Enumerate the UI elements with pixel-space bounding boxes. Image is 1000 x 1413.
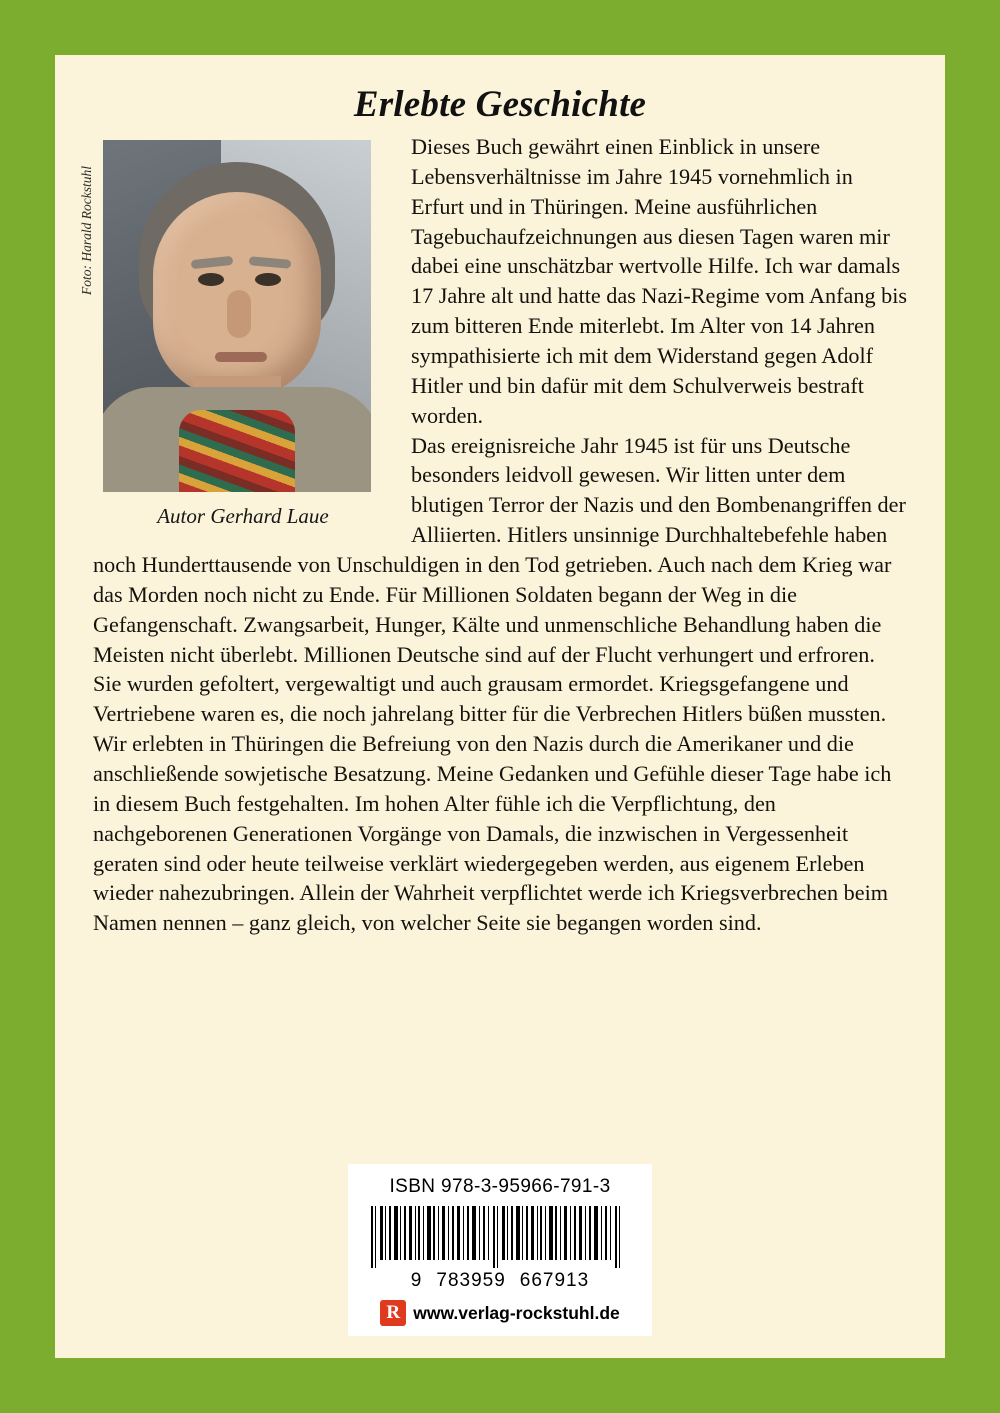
rockstuhl-logo-icon: R (380, 1300, 406, 1326)
barcode-digit-group-3: 667913 (519, 1270, 590, 1291)
barcode-digit-group-2: 783959 (436, 1270, 506, 1291)
barcode-block (348, 1164, 652, 1336)
barcode-bars-icon (369, 1206, 631, 1268)
photo-credit: Foto: Harald Rockstuhl (79, 166, 94, 295)
barcode-digits (360, 1270, 640, 1292)
publisher-line (360, 1300, 640, 1326)
blurb-paragraph-2: Das ereignisreiche Jahr 1945 ist für uns Deutsche besonders leidvoll gewesen. Wir litten unter dem blutigen Terror der Nazis und den Bombenangriffen der Alliierten. Hitlers unsinnige Durchhaltebefehle haben noch Hunderttausende von Unschuldigen in den Tod getrieben. Auch nach dem Krieg war das Morden noch nicht zu Ende. Für Millionen Soldaten begann der Weg in die Gefangenschaft. Zwangsarbeit, Hunger, Kälte und unmenschliche Behandlung haben die Meisten nicht überlebt. Millionen Deutsche sind auf der Flucht verhungert und erfroren. Sie wurden gefoltert, vergewaltigt und auch grausam ermordet. Kriegsgefangene und Vertriebene waren es, die noch jahrelang bitter für die Verbrechen Hitlers büßen mussten. (93, 432, 906, 727)
blurb-paragraph-3: Wir erlebten in Thüringen die Befreiung von den Nazis durch die Amerikaner und die anschließende sowjetische Besatzung. Meine Gedanken und Gefühle dieser Tage habe ich in diesem Buch festgehalten. Im hohen Alter fühle ich die Verpflichtung, den nachgeborenen Generationen Vorgänge von Damals, die inzwischen in Vergessenheit geraten sind oder heute teilweise verklärt wiedergegeben werden, aus eigenem Erleben wieder nahezubringen. Allein der Wahrheit verpflichtet werde ich Kriegsverbrechen beim Namen nennen – ganz gleich, von welcher Seite sie begangen worden sind. (93, 731, 892, 936)
portrait-mouth (215, 352, 267, 362)
portrait-eye-right (255, 273, 281, 286)
photo-caption: Autor Gerhard Laue (157, 504, 329, 528)
publisher-url: www.verlag-rockstuhl.de (413, 1302, 620, 1323)
portrait-eye-left (198, 273, 224, 286)
barcode-digit-group-1: 9 (410, 1270, 423, 1291)
isbn-text: ISBN 978-3-95966-791-3 (389, 1176, 611, 1197)
author-photo-block (79, 140, 393, 529)
cover-content (55, 132, 945, 938)
portrait-scarf (179, 410, 295, 492)
back-cover-panel (55, 55, 945, 1358)
blurb-paragraph-1: Dieses Buch gewährt einen Einblick in unsere Lebensverhältnisse im Jahre 1945 vornehmlich in Erfurt und in Thüringen. Meine ausführlichen Tagebuchaufzeichnungen aus diesen Tagen waren mir dabei eine unschätzbar wertvolle Hilfe. Ich war damals 17 Jahre alt und hatte das Nazi-Regime vom Anfang bis zum bitteren Ende miterlebt. Im Alter von 14 Jahren sympathisierte ich mit dem Widerstand gegen Adolf Hitler und bin dafür mit dem Schulverweis bestraft worden. (411, 134, 908, 428)
page-title: Erlebte Geschichte (353, 84, 647, 125)
portrait-nose (227, 290, 251, 338)
author-portrait-image (103, 140, 371, 492)
